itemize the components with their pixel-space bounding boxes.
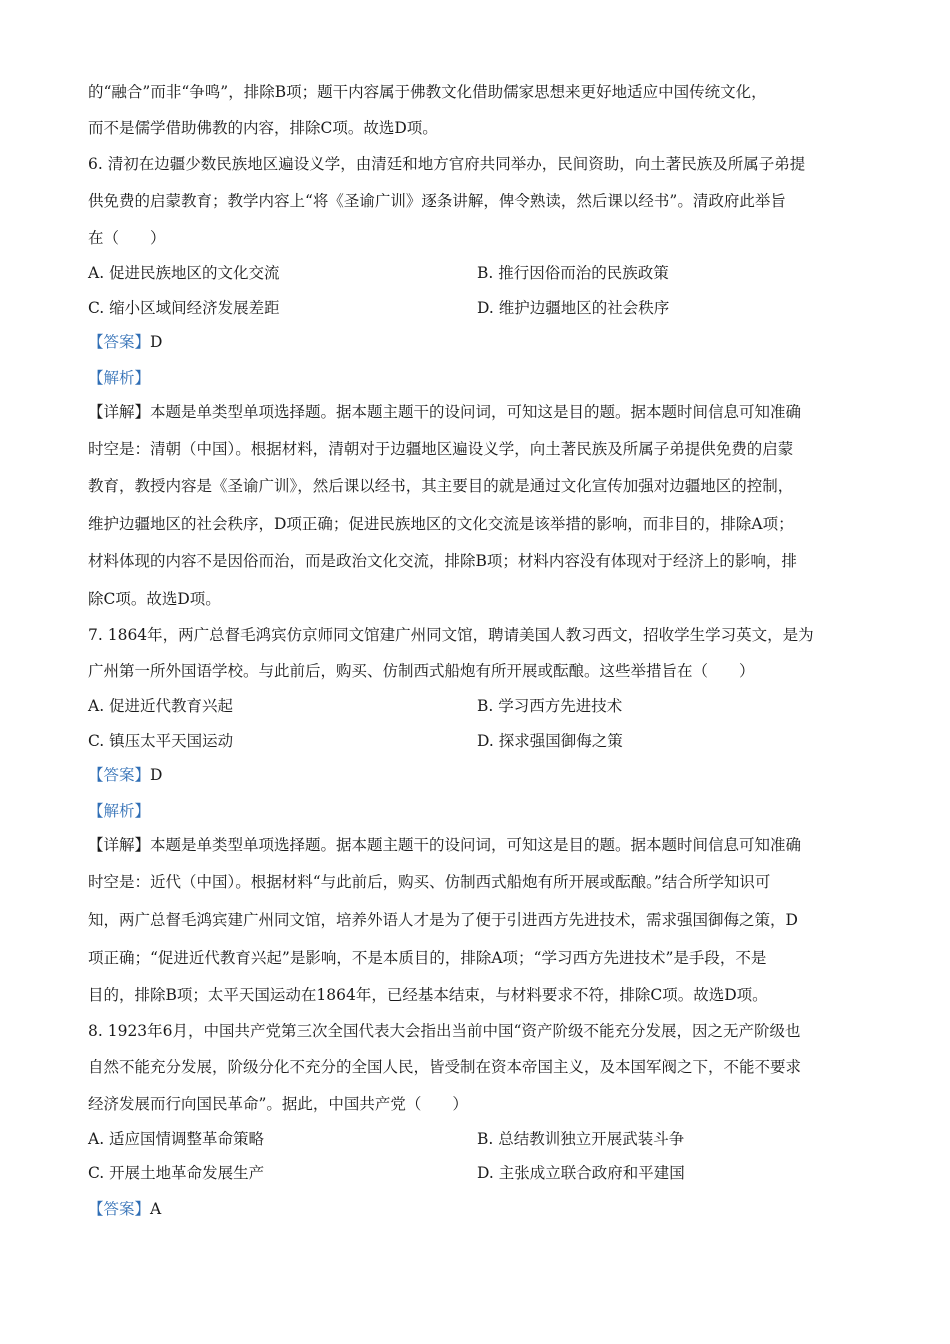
- q7-answer-row: [88, 763, 162, 787]
- q8-option-c: C. 开展土地革命发展生产: [88, 1164, 265, 1182]
- q8-option-a: A. 适应国情调整革命策略: [88, 1130, 265, 1148]
- q8-option-d: D. 主张成立联合政府和平建国: [477, 1164, 685, 1182]
- q6-analysis-tag: 【解析】: [88, 369, 151, 387]
- intro-line-1: 的“融合”而非“争鸣”，排除B项；题干内容属于佛教文化借助儒家思想来更好地适应中国传统文化，: [88, 83, 767, 101]
- q8-stem-line-2: 自然不能充分发展，阶级分化不充分的全国人民，皆受制在资本帝国主义，及本国军阀之下，不能不要求: [88, 1058, 802, 1076]
- q7-detail-line-2: 时空是：近代（中国）。根据材料“与此前后，购买、仿制西式船炮有所开展或酝酿。”结合所学知识可: [88, 873, 771, 891]
- q7-stem-line-2: 广州第一所外国语学校。与此前后，购买、仿制西式船炮有所开展或酝酿。这些举措旨在（ ）: [88, 662, 755, 680]
- q6-detail-line-6: 除C项。故选D项。: [88, 590, 221, 608]
- q7-detail-line-4: 项正确；“促进近代教育兴起”是影响，不是本质目的，排除A项；“学习西方先进技术”是手段，不是: [88, 949, 767, 967]
- q7-detail-line-5: 目的，排除B项；太平天国运动在1864年，已经基本结束，与材料要求不符，排除C项。故选D项。: [88, 986, 768, 1004]
- q6-option-a: A. 促进民族地区的文化交流: [88, 264, 280, 282]
- q6-stem-line-3: 在（ ）: [88, 229, 166, 247]
- q8-option-b: B. 总结教训独立开展武装斗争: [477, 1130, 685, 1148]
- q6-stem-line-1: 6. 清初在边疆少数民族地区遍设义学，由清廷和地方官府共同举办，民间资助，向土著民族及所属子弟提: [88, 155, 806, 173]
- q7-analysis-row: [88, 799, 150, 823]
- q6-detail-line-2: 时空是：清朝（中国）。根据材料，清朝对于边疆地区遍设义学，向土著民族及所属子弟提供免费的启蒙: [88, 440, 794, 458]
- q6-analysis-row: [88, 366, 150, 390]
- q7-detail-text-1: 本题是单类型单项选择题。据本题主题干的设问词，可知这是目的题。据本题时间信息可知准确: [150, 836, 802, 854]
- q6-stem-line-2: 供免费的启蒙教育；教学内容上“将《圣谕广训》逐条讲解，俾令熟读，然后课以经书”。清政府此举旨: [88, 192, 786, 210]
- q7-option-b: B. 学习西方先进技术: [477, 697, 623, 715]
- q6-detail-line-3: 教育，教授内容是《圣谕广训》，然后课以经书，其主要目的就是通过文化宣传加强对边疆地区的控制，: [88, 477, 794, 495]
- q7-stem-line-1: 7. 1864年，两广总督毛鸿宾仿京师同文馆建广州同文馆，聘请美国人教习西文，招收学生学习英文，是为: [88, 626, 814, 644]
- q7-option-a: A. 促进近代教育兴起: [88, 697, 234, 715]
- q6-option-d: D. 维护边疆地区的社会秩序: [477, 299, 670, 317]
- q7-answer-value: D: [150, 766, 163, 784]
- intro-line-2: 而不是儒学借助佛教的内容，排除C项。故选D项。: [88, 119, 438, 137]
- q7-option-c: C. 镇压太平天国运动: [88, 732, 234, 750]
- q7-answer-tag: 【答案】: [88, 766, 151, 784]
- q7-analysis-tag: 【解析】: [88, 802, 151, 820]
- q6-option-b: B. 推行因俗而治的民族政策: [477, 264, 669, 282]
- q7-detail-line-1: [88, 833, 801, 857]
- q8-answer-value: A: [150, 1200, 162, 1218]
- q8-stem-line-1: 8. 1923年6月，中国共产党第三次全国代表大会指出当前中国“资产阶级不能充分发展，因之无产阶级也: [88, 1022, 801, 1040]
- q6-answer-value: D: [150, 333, 163, 351]
- q6-option-c: C. 缩小区域间经济发展差距: [88, 299, 280, 317]
- q7-detail-tag: 【详解】: [88, 836, 151, 854]
- q7-option-d: D. 探求强国御侮之策: [477, 732, 623, 750]
- q8-answer-tag: 【答案】: [88, 1200, 151, 1218]
- q8-answer-row: [88, 1197, 161, 1221]
- q6-answer-tag: 【答案】: [88, 333, 151, 351]
- q6-detail-tag: 【详解】: [88, 403, 151, 421]
- q8-stem-line-3: 经济发展而行向国民革命”。据此，中国共产党（ ）: [88, 1095, 468, 1113]
- q7-detail-line-3: 知，两广总督毛鸿宾建广州同文馆，培养外语人才是为了便于引进西方先进技术，需求强国御侮之策，D: [88, 911, 798, 929]
- q6-detail-line-4: 维护边疆地区的社会秩序，D项正确；促进民族地区的文化交流是该举措的影响，而非目的，排除A项；: [88, 515, 794, 533]
- q6-detail-text-1: 本题是单类型单项选择题。据本题主题干的设问词，可知这是目的题。据本题时间信息可知准确: [150, 403, 802, 421]
- q6-detail-line-5: 材料体现的内容不是因俗而治，而是政治文化交流，排除B项；材料内容没有体现对于经济上的影响，排: [88, 552, 797, 570]
- q6-detail-line-1: [88, 400, 801, 424]
- q6-answer-row: [88, 330, 162, 354]
